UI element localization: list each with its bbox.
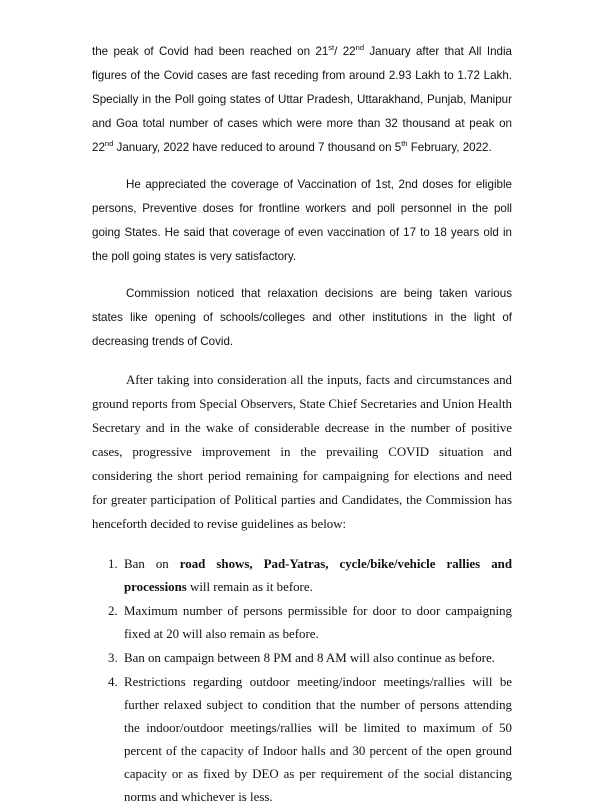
list-item-number: 4. (108, 675, 118, 689)
list-item-text-tail: will remain as it before. (186, 580, 313, 594)
para1-text-4: January, 2022 have reduced to around 7 thousand on 5 (113, 141, 402, 154)
list-item (92, 600, 512, 646)
list-item (92, 553, 512, 599)
list-item-number: 3. (108, 651, 118, 665)
para1-sup-1: st (328, 43, 335, 53)
list-item-number: 1. (108, 557, 118, 571)
para1-text-1: the peak of Covid had been reached on 21 (92, 45, 329, 58)
para1-text-5: February, 2022. (407, 141, 492, 154)
para1-sup-3: nd (104, 139, 114, 149)
para1-sup-4: th (401, 139, 408, 149)
list-item-text: Maximum number of persons permissible for door to door campaigning fixed at 20 will also remain as before. (124, 604, 512, 641)
para1-text-2: / 22 (334, 45, 356, 58)
paragraph-commission-decision: After taking into consideration all the inputs, facts and circumstances and ground reports from Special Observers, State Chief Secretaries and Union Health Secretary and in the wake of considerable decrease in the number of positive cases, progressive improvement in the prevailing COVID situation and considering the short period remaining for campaigning for elections and need for greater participation of Political parties and Candidates, the Commission has henceforth decided to revise guidelines as below: (92, 373, 512, 531)
list-item (92, 671, 512, 809)
list-item-text: Restrictions regarding outdoor meeting/indoor meetings/rallies will be further relaxed subject to condition that the number of persons attending the indoor/outdoor meetings/rallies will be limited to maximum of 50 percent of the capacity of Indoor halls and 30 percent of the open ground capacity or as fixed by DEO as per requirement of the social distancing norms and whichever is less. (124, 675, 512, 804)
guidelines-list (92, 553, 512, 809)
list-item-number: 2. (108, 604, 118, 618)
list-item-bold-text: road shows, Pad-Yatras, cycle/bike/vehicle rallies and processions (124, 557, 512, 594)
paragraph-vaccination: He appreciated the coverage of Vaccination of 1st, 2nd doses for eligible persons, Preventive doses for frontline workers and poll personnel in the poll going States. He said that coverage of even vaccination of 17 to 18 years old in the poll going states is very satisfactory. (92, 178, 512, 263)
para1-text-3: January after that All India figures of the Covid cases are fast receding from around 2.93 Lakh to 1.72 Lakh. Specially in the Poll going states of Uttar Pradesh, Uttarakhand, Punjab, Manipur and Goa total number of cases which were more than 32 thousand at peak on 22 (92, 45, 512, 154)
list-item (92, 647, 512, 670)
paragraph-relaxation: Commission noticed that relaxation decisions are being taken various states like opening of schools/colleges and other institutions in the light of decreasing trends of Covid. (92, 287, 512, 348)
list-item-text: Ban on campaign between 8 PM and 8 AM will also continue as before. (124, 651, 495, 665)
paragraph-covid-peak (92, 40, 512, 160)
para1-sup-2: nd (355, 43, 365, 53)
list-item-text: Ban on (124, 557, 180, 571)
